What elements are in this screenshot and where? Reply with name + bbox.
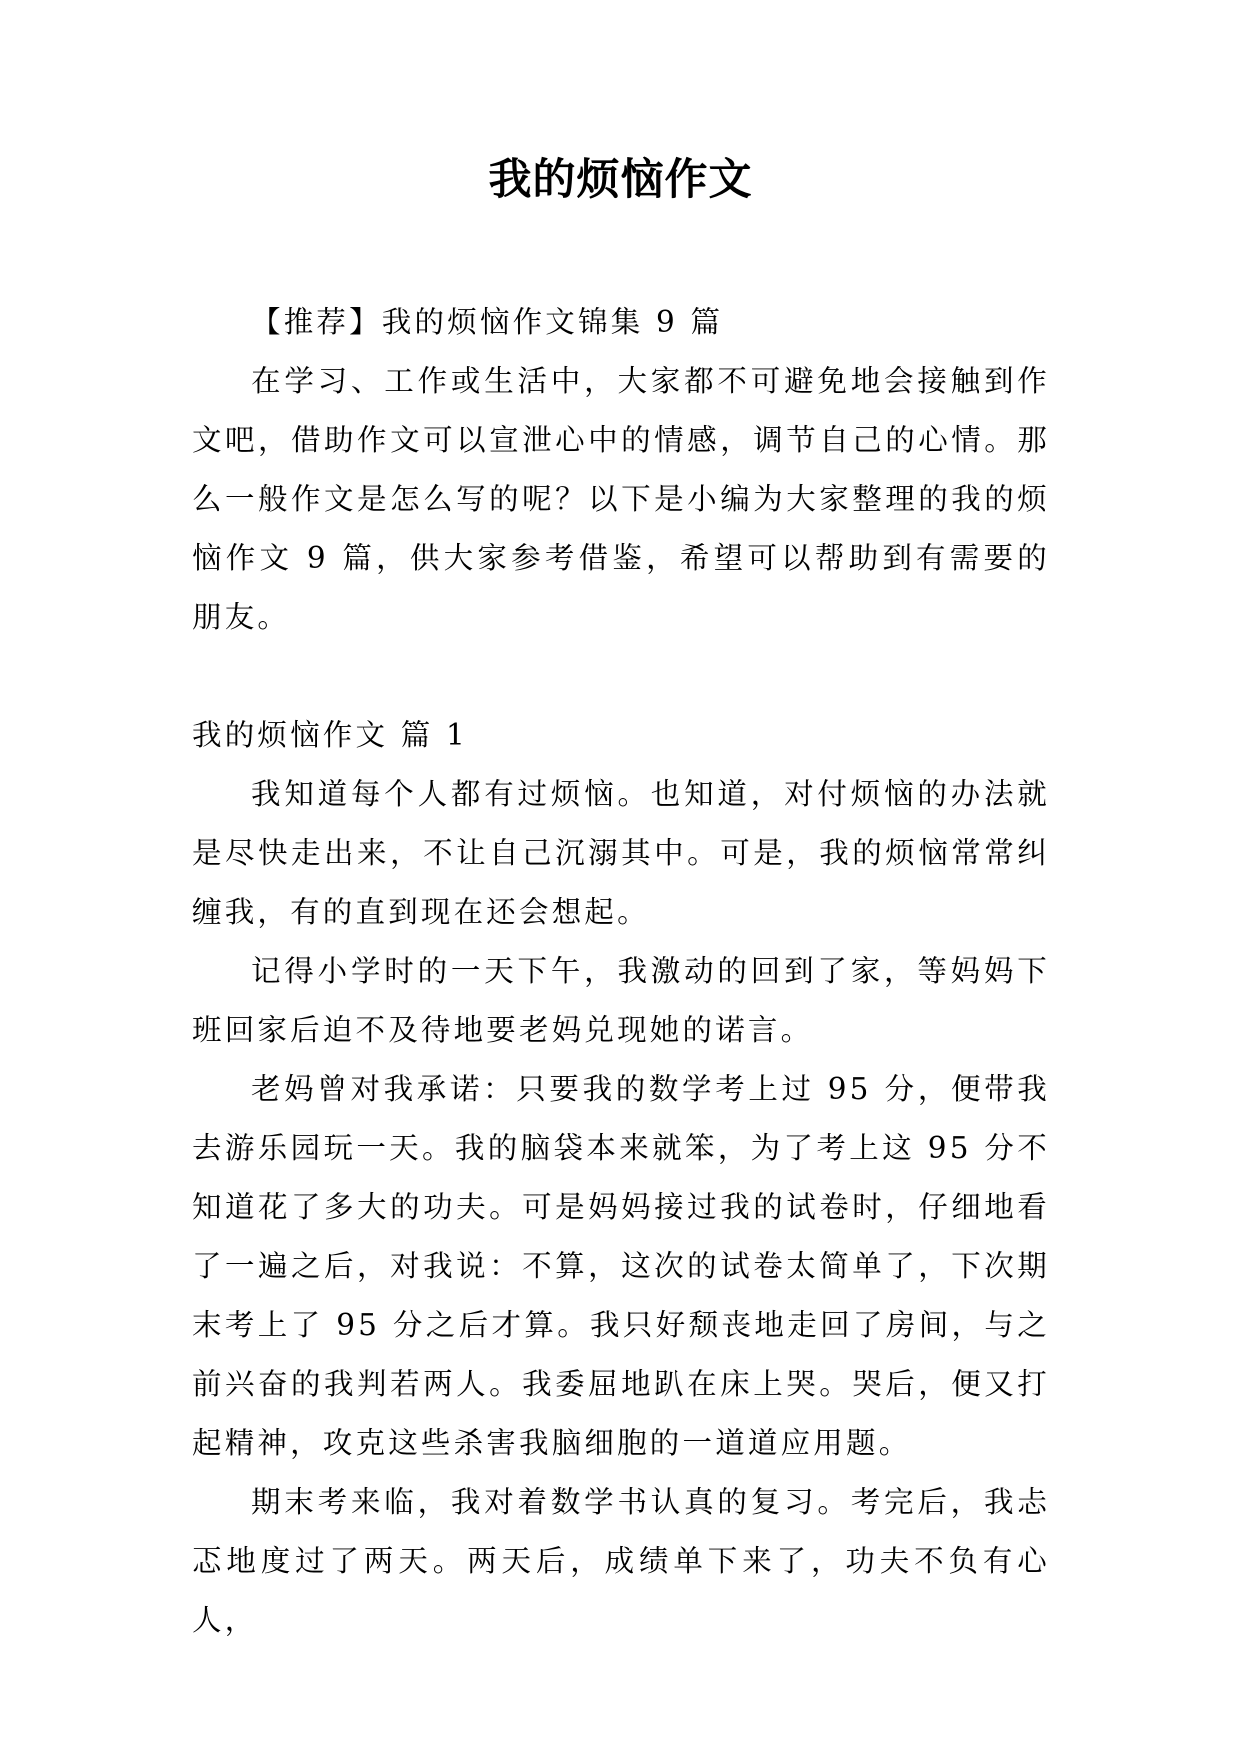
body-paragraph-3: 老妈曾对我承诺：只要我的数学考上过 95 分，便带我去游乐园玩一天。我的脑袋本来就笨，为了考上这 95 分不知道花了多大的功夫。可是妈妈接过我的试卷时，仔细地看了一遍之后，对我说：不算，这次的试卷太简单了，下次期末考上了 95 分之后才算。我只好颓丧地走回了房间，与之前兴奋的我判若两人。我委屈地趴在床上哭。哭后，便又打起精神，攻克这些杀害我脑细胞的一道道应用题。: [192, 1072, 1050, 1460]
intro-paragraph: 在学习、工作或生活中，大家都不可避免地会接触到作文吧，借助作文可以宣泄心中的情感，调节自己的心情。那么一般作文是怎么写的呢？以下是小编为大家整理的我的烦恼作文 9 篇，供大家参考借鉴，希望可以帮助到有需要的朋友。: [192, 364, 1050, 634]
document-body: [192, 293, 1050, 1650]
body-paragraph-4: 期末考来临，我对着数学书认真的复习。考完后，我忐忑地度过了两天。两天后，成绩单下来了，功夫不负有心人，: [192, 1485, 1050, 1637]
document-subtitle: 【推荐】我的烦恼作文锦集 9 篇: [251, 305, 724, 339]
body-paragraph-1: 我知道每个人都有过烦恼。也知道，对付烦恼的办法就是尽快走出来，不让自己沉溺其中。可是，我的烦恼常常纠缠我，有的直到现在还会想起。: [192, 777, 1050, 929]
section-heading: 我的烦恼作文 篇 1: [192, 718, 469, 752]
document-title: 我的烦恼作文: [488, 155, 753, 205]
body-paragraph-2: 记得小学时的一天下午，我激动的回到了家，等妈妈下班回家后迫不及待地要老妈兑现她的诺言。: [192, 954, 1050, 1047]
section-spacer: [192, 647, 1050, 706]
